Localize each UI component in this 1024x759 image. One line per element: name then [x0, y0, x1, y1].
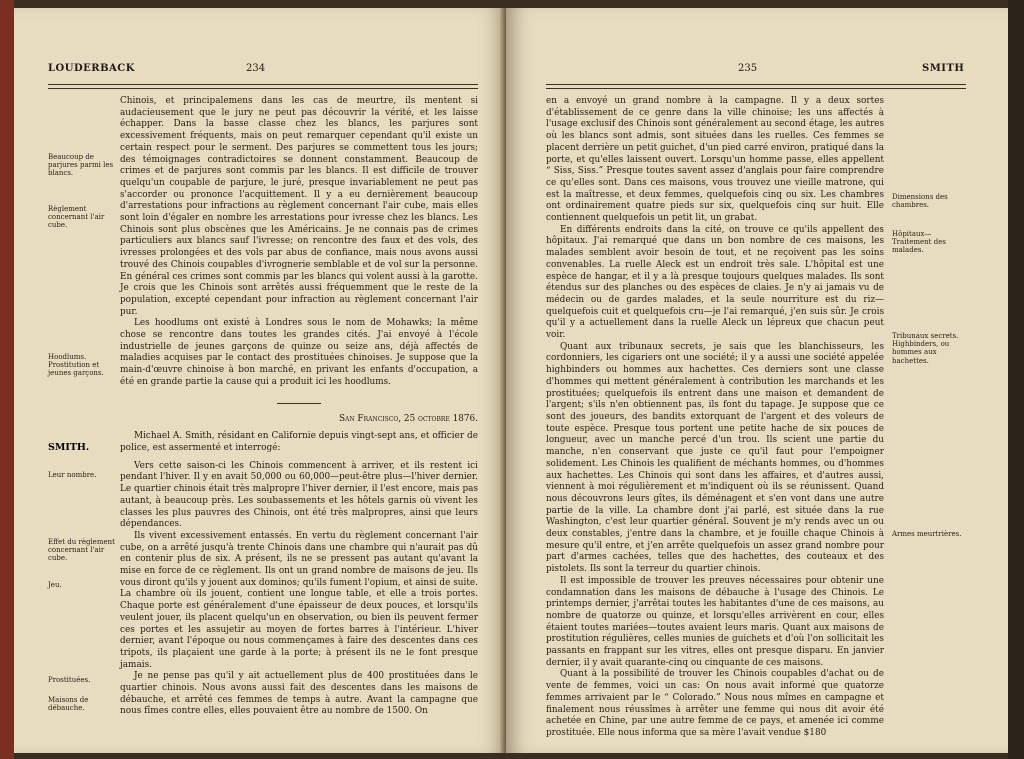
paragraph: En différents endroits dans la cité, on trouve ce qu'ils appellent des hôpitaux. J'ai remarqué que dans un bon nombre de ces maisons, les malades semblent avoir besoin de tout, et ne reçoivent pas les soins convenables. La ruelle Aleck est un endroit très sale. L'hôpital est une espèce de hangar, et il y a là presque toujours quelques malades. Ils sont étendus sur des planches ou des espèces de claies. Je n'y ai jamais vu de médecin ou de gardes malades, et la seule nourriture est du riz—quelquefois cuit et quelquefois cru—je l'ai remarqué, j'en suis sûr. Je crois qu'il y a actuellement dans la ruelle Aleck un lépreux que chacun peut voir.: [546, 224, 884, 341]
paragraph: Ils vivent excessivement entassés. En vertu du règlement concernant l'air cube, on a arrêté jusqu'à trente Chinois dans une chambre qui n'aurait pas dû en contenir plus de six. A présent, ils ne se pressent pas autant qu'avant la mise en force de ce règlement. Ils ont un grand nombre de maisons de jeu. Ils vous diront qu'ils y jouent aux dominos; qu'ils fument l'opium, et ainsi de suite. La chambre où ils jouent, contient une longue table, et elle a trois portes. Chaque porte est généralement d'une épaisseur de deux pouces, et lorsqu'ils veulent jouer, ils placent quelqu'un en observation, ou bien ils peuvent fermer ces portes et les assujetir au moyen de fortes barres à l'intérieur. L'hiver dernier, avant l'époque ou nous commençames à faire des descentes dans ces tripots, ils plaçaient une garde à la porte; à présent ils ne le font presque jamais.: [120, 530, 478, 670]
left-header-rule: [48, 84, 478, 89]
right-page-number: 235: [738, 63, 758, 74]
margin-note-prostituees: Prostituées.: [48, 676, 91, 684]
left-page: [14, 8, 506, 753]
witness-intro: Michael A. Smith, résidant en Californie depuis vingt-sept ans, et officier de police, est assermenté et interrogé:: [120, 431, 478, 453]
right-page: [506, 8, 1008, 753]
witness-name-label: SMITH.: [48, 442, 90, 453]
right-body-text: [546, 96, 884, 740]
margin-note-jeu: Jeu.: [48, 581, 62, 589]
margin-note-parjures: Beaucoup de parjures parmi les blancs.: [48, 153, 114, 178]
margin-note-nombre: Leur nombre.: [48, 471, 97, 479]
paragraph: Les hoodlums ont existé à Londres sous le nom de Mohawks; la même chose se rencontre dans toutes les grandes cités. J'ai envoyé à l'école industrielle de jeunes garçons de quinze ou seize ans, déjà affectés de maladies acquises par le contact des prostituées chinoises. Je suppose que la main-d'œuvre chinoise à bon marché, en privant les enfants d'occupation, a été en grande partie la cause qui a produit ici les hoodlums.: [120, 318, 478, 387]
left-page-number: 234: [246, 63, 266, 74]
margin-note-maisons: Maisons de débauche.: [48, 696, 89, 713]
paragraph: Chinois, et principalemens dans les cas de meurtre, ils mentent si audacieusement que le jury ne peut pas découvrir la vérité, et les laisse échapper. Dans la basse classe chez les blancs, les parjures sont excessivement fréquents, mais on peut remarquer cependant qu'il existe un certain respect pour le serment. Des parjures se commettent tous les jours; des témoignages contradictoires se donnent constamment. Beaucoup de crimes et de parjures sont commis par les blancs. Il est difficile de trouver quelqu'un coupable de parjure, le juré, presque invariablement ne peut pas s'accorder ou prononce l'acquittement. Il y a eu dernièrement beaucoup d'arrestations pour infractions au règlement concernant l'air cube, mais elles sont loin d'égaler en nombre les arrestations pour ivresse chez les blancs. Les Chinois sont plus obscènes que les Américains. Je ne connais pas de crimes particuliers aux blancs sauf l'ivresse; on rencontre des faux et des vols, des ivresses prolongées et des vols par abus de confiance, mais nous avons aussi trouvé des Chinois coupables d'ivrognerie semblable et de vol sur la personne. En général ces crimes sont commis par les blancs qui volent aussi à la garotte. Je crois que les Chinois sont arrêtés aussi fréquemment que le reste de la population, excepté cependant pour infraction au règlement concernant l'air pur.: [120, 96, 478, 317]
section-separator: [277, 403, 321, 404]
background-edge: [1008, 0, 1024, 759]
right-header-rule: [546, 84, 966, 89]
paragraph: Il est impossible de trouver les preuves nécessaires pour obtenir une condamnation dans les maisons de débauche à l'usage des Chinois. Le printemps dernier, j'arrêtai toutes les habitantes d'une de ces maisons, au nombre de quatorze ou quinze, et lorsqu'elles arrivèrent en cour, elles étaient toutes mariées—toutes avaient leurs maris. Quant aux maisons de prostitution régulières, celles munies de guichets et d'où l'on sollicitait les passants en frappant sur les vitres, elles ont presque disparu. En janvier dernier, il y avait quarante-cinq ou cinquante de ces maisons.: [546, 575, 884, 668]
left-body-text: [120, 96, 478, 718]
paragraph: Vers cette saison-ci les Chinois commencent à arriver, et ils restent ici pendant l'hiver. Il y en avait 50,000 ou 60,000—peut-être plus—l'hiver dernier. Le quartier chinois était très malpropre l'hiver dernier, il l'est encore, mais pas autant, à beaucoup près. Les soubassements et les hôtels garnis où vivent les classes les plus pauvres des Chinois, ont été très malpropres, ainsi que leurs dépendances.: [120, 460, 478, 530]
margin-note-hoodlums: Hoodlums. Prostitution et jeunes garçons.: [48, 353, 104, 378]
right-running-head: SMITH: [922, 63, 965, 74]
book-cover-edge: [0, 0, 14, 759]
margin-note-tribunaux: Tribunaux secrets. Highbinders, ou hommes aux hachettes.: [892, 332, 959, 365]
paragraph: Je ne pense pas qu'il y ait actuellement plus de 400 prostituées dans le quartier chinois. Nous avons aussi fait des descentes dans les maisons de débauche, et arrêté ces femmes de temps à autre. Avant la campagne que nous fîmes contre elles, elles pouvaient être au nombre de 1500. On: [120, 671, 478, 717]
paragraph: en a envoyé un grand nombre à la campagne. Il y a deux sortes d'établissement de ce genre dans la ville chinoise; les uns affectés à l'usage exclusif des Chinois sont généralement au second étage, les autres où les blancs sont admis, sont situées dans les ruelles. Ces femmes se placent derrière un petit guichet, d'un pied carré environ, pratiqué dans la porte, et qu'elles laissent ouvert. Lorsqu'un homme passe, elles appellent “ Siss, Siss.” Presque toutes savent assez d'anglais pour faire comprendre ce qu'elles sont. Dans ces maisons, vous trouvez une vieille matrone, qui est la maîtresse, et deux femmes, quelquefois cinq ou six. Les chambres ont ordinairement quatre pieds sur six, quelquefois cinq sur huit. Elle contiennent quelquefois un petit lit, un grabat.: [546, 96, 884, 224]
paragraph: Quant à la possibilité de trouver les Chinois coupables d'achat ou de vente de femmes, voici un cas: On nous avait informé que quatorze femmes arrivaient par le “ Colorado.” Nous nous mîmes en campagne et finalement nous réussîmes à arrêter une femme qui nous dit avoir été achetée en Chine, par une autre femme de ce pays, et amenée ici comme prostituée. Elle nous informa que sa mère l'avait vendue $180: [546, 669, 884, 738]
margin-note-effet: Effet du règlement concernant l'air cube.: [48, 538, 115, 563]
margin-note-air-cube: Règlement concernant l'air cube.: [48, 205, 105, 230]
margin-note-armes: Armes meurtrières.: [892, 530, 962, 538]
dateline: San Francisco, 25 octobre 1876.: [338, 413, 478, 424]
paragraph: Quant aux tribunaux secrets, je sais que les blanchisseurs, les cordonniers, les cigariers ont une société; il y a aussi une société appelée highbinders ou hommes aux hachettes. Ces derniers sont une classe d'hommes qui mettent généralement à contribution les marchands et les prostituées; quelquefois ils entrent dans une maison et demandent de l'argent; s'ils n'en obtiennent pas, ils font du tapage. Je suppose que ce sont des joueurs, des bandits extorquant de l'argent et des voleurs de toute espèce. Presque tous portent une petite hache de six pouces de longueur, avec un manche percé d'un trou. Ils scient une partie du manche, n'en conservant que juste ce qu'il faut pour l'empoigner solidement. Les Chinois les qualifient de méchants hommes, ou d'hommes aux hachettes. Les Chinois qui sont dans les affaires, et d'autres aussi, viennent à moi régulièrement et m'indiquent où ils se réunissent. Quand nous découvrons leurs gîtes, ils déménagent et s'en vont dans une autre partie de la ville. La chambre dont j'ai parlé, est située dans la rue Washington, c'est leur quartier général. Souvent je m'y rends avec un ou deux constables, j'entre dans la chambre, et je fouille chaque Chinois à mesure qu'il entre, et j'en arrête quelquefois un assez grand nombre pour part d'armes cachées, telles que des hachettes, des couteaux et des pistolets. Ils sont la terreur du quartier chinois.: [546, 341, 884, 575]
margin-note-dimensions: Dimensions des chambres.: [892, 193, 948, 210]
left-running-head: LOUDERBACK: [48, 63, 135, 74]
margin-note-hopitaux: Hôpitaux—Traitement des malades.: [892, 230, 946, 255]
